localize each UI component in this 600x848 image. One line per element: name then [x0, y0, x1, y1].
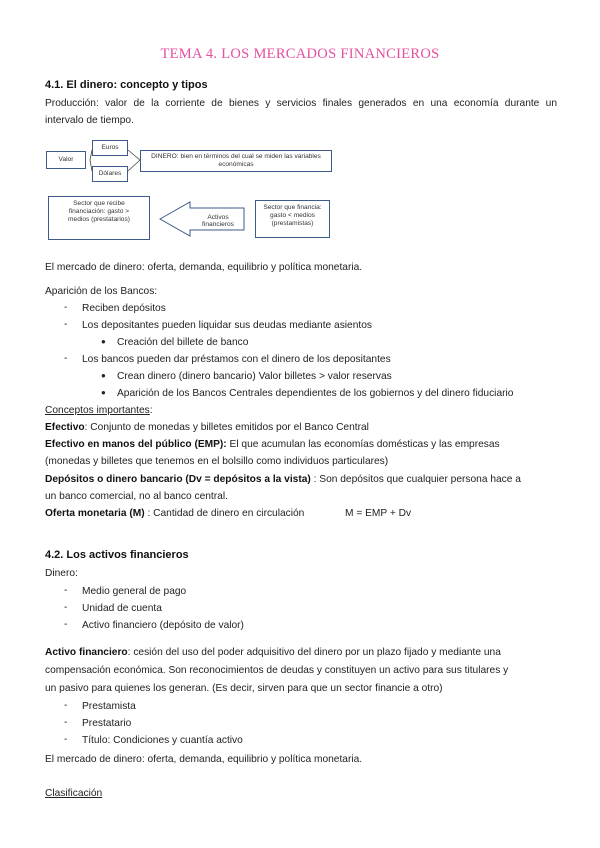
diagram-box-valor: Valor — [46, 151, 86, 169]
list-dash: - — [64, 319, 68, 330]
diagram-box-sector-financia: Sector que financia: gasto < medios (prestamistas) — [255, 200, 330, 238]
efectivo-def — [45, 421, 369, 435]
activo-def — [45, 646, 501, 660]
conceptos-colon: : — [149, 405, 153, 416]
emp-text: El que acumulan las economías domésticas y las empresas — [226, 439, 500, 450]
dinero-label: Dinero: — [45, 568, 78, 579]
efectivo-term: Efectivo — [45, 422, 85, 433]
list-dash: - — [64, 353, 68, 364]
depositos-term: Depósitos o dinero bancario (Dv = depósitos a la vista) — [45, 474, 311, 485]
list-item: Unidad de cuenta — [82, 603, 162, 614]
clasificacion-label: Clasificación — [45, 788, 103, 799]
aparicion-bancos: Aparición de los Bancos: — [45, 286, 158, 297]
list-dash: - — [64, 302, 68, 313]
diagram-label-activos: Activos financieros — [202, 214, 234, 228]
conceptos-heading — [45, 404, 153, 418]
section-heading-4-1: 4.1. El dinero: concepto y tipos — [45, 79, 208, 91]
list-item: Los bancos pueden dar préstamos con el dinero de los depositantes — [82, 354, 391, 365]
list-item: Prestamista — [82, 701, 136, 712]
mercado-line-2: El mercado de dinero: oferta, demanda, equilibrio y política monetaria. — [45, 754, 363, 765]
list-dash: - — [64, 700, 68, 711]
efectivo-text: : Conjunto de monedas y billetes emitidos por el Banco Central — [84, 422, 369, 433]
mercado-line: El mercado de dinero: oferta, demanda, equilibrio y política monetaria. — [45, 262, 363, 273]
list-item: Reciben depósitos — [82, 303, 166, 314]
list-item: Activo financiero (depósito de valor) — [82, 620, 244, 631]
list-subitem: Aparición de los Bancos Centrales dependientes de los gobiernos y del dinero fiduciario — [117, 388, 514, 399]
activo-def-line2: compensación económica. Son reconocimientos de deudas y constituyen un activo para sus titulares y — [45, 665, 509, 676]
diagram-box-euros: Euros — [92, 140, 128, 156]
list-item: Título: Condiciones y cuantía activo — [82, 735, 243, 746]
activo-term: Activo financiero — [45, 647, 128, 658]
activo-def-line3: un pasivo para quienes los generan. (Es decir, sirven para que un sector financie a otro) — [45, 683, 443, 694]
oferta-formula: M = EMP + Dv — [345, 508, 412, 519]
bullet-dot: ● — [101, 337, 106, 346]
list-dash: - — [64, 734, 68, 745]
list-dash: - — [64, 619, 68, 630]
produccion-text-line1: Producción: valor de la corriente de bienes y servicios finales generados en una economía durante un — [45, 98, 557, 109]
bullet-dot: ● — [101, 388, 106, 397]
depositos-def-line2: un banco comercial, no al banco central. — [45, 491, 228, 502]
list-item: Medio general de pago — [82, 586, 187, 597]
oferta-term: Oferta monetaria (M) — [45, 508, 145, 519]
list-dash: - — [64, 717, 68, 728]
diagram-box-dinero: DINERO: bien en términos del cual se miden las variables económicas — [140, 150, 332, 172]
page-title: TEMA 4. LOS MERCADOS FINANCIEROS — [160, 46, 440, 62]
list-subitem: Creación del billete de banco — [117, 337, 249, 348]
list-dash: - — [64, 585, 68, 596]
activo-text: : cesión del uso del poder adquisitivo del dinero por un plazo fijado y mediante una — [127, 647, 501, 658]
bullet-dot: ● — [101, 371, 106, 380]
diagram-box-dolares: Dólares — [92, 166, 128, 182]
section-heading-4-2: 4.2. Los activos financieros — [45, 549, 189, 561]
list-item: Prestatario — [82, 718, 132, 729]
conceptos-label: Conceptos importantes — [45, 405, 150, 416]
diagram-box-sector-recibe: Sector que recibe financiación: gasto > medios (prestatarios) — [48, 196, 150, 240]
emp-term: Efectivo en manos del público (EMP): — [45, 439, 227, 450]
list-dash: - — [64, 602, 68, 613]
oferta-def — [45, 507, 304, 521]
depositos-def — [45, 473, 521, 487]
list-subitem: Crean dinero (dinero bancario) Valor billetes > valor reservas — [117, 371, 392, 382]
depositos-text: : Son depósitos que cualquier persona hace a — [310, 474, 521, 485]
oferta-text: : Cantidad de dinero en circulación — [144, 508, 305, 519]
emp-def-line2: (monedas y billetes que tenemos en el bolsillo como individuos particulares) — [45, 456, 389, 467]
clasificacion-heading — [45, 787, 102, 801]
list-item: Los depositantes pueden liquidar sus deudas mediante asientos — [82, 320, 372, 331]
emp-def — [45, 438, 500, 452]
produccion-text-line2: intervalo de tiempo. — [45, 115, 134, 126]
